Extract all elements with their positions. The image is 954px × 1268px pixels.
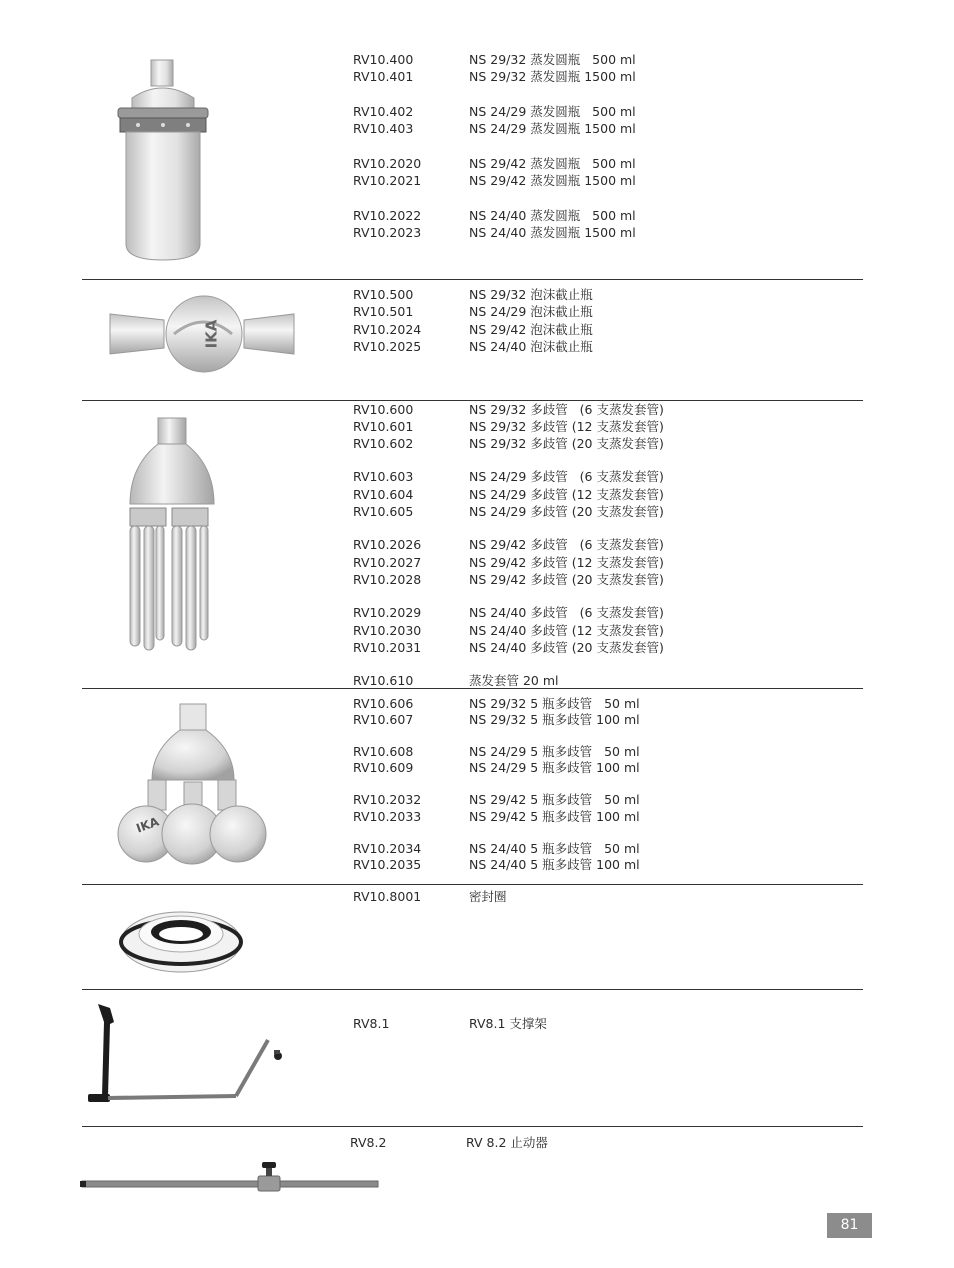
item-code: RV10.401	[353, 69, 414, 84]
item-description: NS 29/42 5 瓶多歧管 50 ml	[469, 792, 640, 807]
item-code: RV10.607	[353, 712, 414, 727]
item-description: NS 29/42 蒸发圆瓶 1500 ml	[469, 173, 636, 188]
item-description: NS 29/42 多歧管 (20 支蒸发套管)	[469, 572, 664, 587]
item-description: RV 8.2 止动器	[466, 1135, 548, 1150]
item-description: 密封圈	[469, 889, 507, 904]
item-code: RV10.2023	[353, 225, 422, 240]
item-code: RV10.609	[353, 760, 414, 775]
item-description: NS 24/29 多歧管 (20 支蒸发套管)	[469, 504, 664, 519]
item-description: NS 29/32 5 瓶多歧管 100 ml	[469, 712, 640, 727]
item-description: NS 24/29 多歧管 (6 支蒸发套管)	[469, 469, 664, 484]
item-code: RV10.610	[353, 673, 414, 688]
item-code: RV10.2031	[353, 640, 422, 655]
item-code: RV10.403	[353, 121, 414, 136]
item-code: RV10.500	[353, 287, 414, 302]
section-divider	[82, 884, 863, 885]
item-description: NS 24/29 蒸发圆瓶 1500 ml	[469, 121, 636, 136]
item-code: RV10.2028	[353, 572, 422, 587]
item-description: NS 24/40 蒸发圆瓶 500 ml	[469, 208, 636, 223]
item-code: RV10.2027	[353, 555, 422, 570]
section-divider	[82, 279, 863, 280]
item-code: RV10.2020	[353, 156, 422, 171]
item-description: NS 24/40 5 瓶多歧管 50 ml	[469, 841, 640, 856]
evaporating-vessel-image	[108, 56, 218, 264]
item-description: NS 24/40 蒸发圆瓶 1500 ml	[469, 225, 636, 240]
five-flask-logo: IKA	[134, 814, 161, 836]
support-stand-image	[84, 1000, 290, 1110]
seal-ring-image	[118, 902, 244, 976]
item-code: RV10.402	[353, 104, 414, 119]
item-code: RV10.602	[353, 436, 414, 451]
item-description: NS 24/29 5 瓶多歧管 50 ml	[469, 744, 640, 759]
item-description: RV8.1 支撑架	[469, 1016, 547, 1031]
item-code: RV10.600	[353, 402, 414, 417]
item-code: RV10.2034	[353, 841, 422, 856]
item-description: NS 29/32 蒸发圆瓶 1500 ml	[469, 69, 636, 84]
item-description: NS 24/40 泡沫截止瓶	[469, 339, 593, 354]
five-flask-spider-image	[112, 702, 272, 870]
item-description: NS 29/32 多歧管 (12 支蒸发套管)	[469, 419, 664, 434]
item-code: RV10.2024	[353, 322, 422, 337]
item-code: RV10.2032	[353, 792, 422, 807]
item-code: RV10.2022	[353, 208, 422, 223]
item-code: RV10.608	[353, 744, 414, 759]
section-divider	[82, 688, 863, 689]
item-description: NS 24/40 多歧管 (6 支蒸发套管)	[469, 605, 664, 620]
item-description: NS 29/42 泡沫截止瓶	[469, 322, 593, 337]
item-description: NS 24/29 多歧管 (12 支蒸发套管)	[469, 487, 664, 502]
item-description: NS 29/42 5 瓶多歧管 100 ml	[469, 809, 640, 824]
stopper-rod-image	[80, 1160, 382, 1192]
item-code: RV8.1	[353, 1016, 390, 1031]
item-code: RV10.2021	[353, 173, 422, 188]
item-description: NS 24/29 泡沫截止瓶	[469, 304, 593, 319]
item-code: RV10.501	[353, 304, 414, 319]
item-code: RV10.605	[353, 504, 414, 519]
distribution-spider-image	[124, 416, 220, 652]
item-code: RV10.606	[353, 696, 414, 711]
item-code: RV10.604	[353, 487, 414, 502]
item-description: NS 29/32 多歧管 (20 支蒸发套管)	[469, 436, 664, 451]
item-code: RV10.2026	[353, 537, 422, 552]
page-number: 81	[827, 1213, 872, 1238]
section-divider	[82, 1126, 863, 1127]
item-description: NS 24/40 5 瓶多歧管 100 ml	[469, 857, 640, 872]
item-description: NS 29/42 多歧管 (12 支蒸发套管)	[469, 555, 664, 570]
item-code: RV10.2030	[353, 623, 422, 638]
item-description: NS 29/32 蒸发圆瓶 500 ml	[469, 52, 636, 67]
item-code: RV10.2033	[353, 809, 422, 824]
item-code: RV10.2025	[353, 339, 422, 354]
item-description: NS 24/40 多歧管 (20 支蒸发套管)	[469, 640, 664, 655]
item-code: RV10.2029	[353, 605, 422, 620]
item-description: NS 24/29 蒸发圆瓶 500 ml	[469, 104, 636, 119]
section-divider	[82, 989, 863, 990]
item-description: NS 24/29 5 瓶多歧管 100 ml	[469, 760, 640, 775]
item-code: RV10.400	[353, 52, 414, 67]
item-description: 蒸发套管 20 ml	[469, 673, 559, 688]
item-code: RV8.2	[350, 1135, 387, 1150]
item-code: RV10.603	[353, 469, 414, 484]
item-code: RV10.2035	[353, 857, 422, 872]
item-description: NS 29/32 泡沫截止瓶	[469, 287, 593, 302]
item-description: NS 29/32 多歧管 (6 支蒸发套管)	[469, 402, 664, 417]
item-description: NS 24/40 多歧管 (12 支蒸发套管)	[469, 623, 664, 638]
item-code: RV10.601	[353, 419, 414, 434]
item-code: RV10.8001	[353, 889, 422, 904]
item-description: NS 29/42 蒸发圆瓶 500 ml	[469, 156, 636, 171]
item-description: NS 29/42 多歧管 (6 支蒸发套管)	[469, 537, 664, 552]
item-description: NS 29/32 5 瓶多歧管 50 ml	[469, 696, 640, 711]
foam-brake-logo: IKA	[202, 319, 221, 349]
